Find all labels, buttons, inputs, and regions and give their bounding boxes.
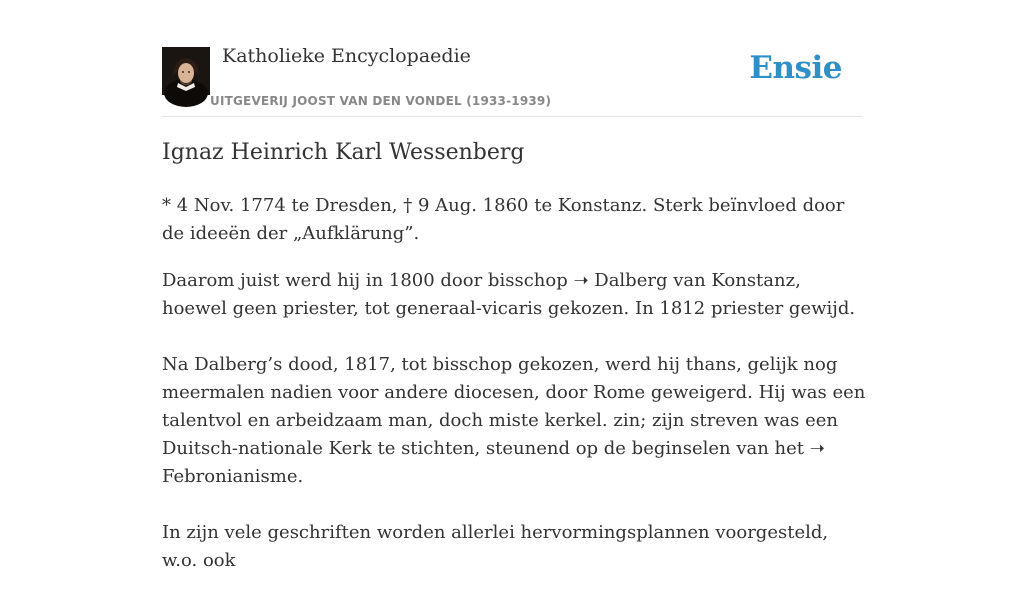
paragraph-bishop <box>162 351 867 491</box>
paragraph-text: . <box>297 466 304 487</box>
portrait-icon <box>162 47 210 95</box>
cross-reference-link-dalberg[interactable]: ➝ Dalberg <box>573 270 668 291</box>
paragraph-text: Na Dalberg’s dood, 1817, tot bisschop gekozen, werd hij thans, gelijk nog meermalen nadien voor andere diocesen, door Rome geweigerd. Hij was een talentvol en arbeidzaam man, doch miste kerkel. zin; zijn streven was een Duitsch-nationale Kerk te stichten, steunend op de beginselen van het <box>162 354 866 459</box>
article-title: Ignaz Heinrich Karl Wessenberg <box>162 140 525 165</box>
article-body <box>162 192 867 594</box>
paragraph-birth: * 4 Nov. 1774 te Dresden, † 9 Aug. 1860 te Konstanz. Sterk beïnvloed door de ideeën der „Aufklärung”. <box>162 195 845 244</box>
paragraph-text: van Konstanz, hoewel geen priester, tot generaal-vicaris gekozen. In 1812 priester gewijd. <box>162 270 856 319</box>
ensie-logo-link[interactable]: Ensie <box>749 50 842 86</box>
paragraph-text: Daarom juist werd hij in 1800 door bisschop <box>162 270 574 291</box>
publication-title-link[interactable]: Katholieke Encyclopaedie <box>222 45 471 67</box>
paragraph-writings: In zijn vele geschriften worden allerlei hervormingsplannen voorgesteld, w.o. ook <box>162 522 829 571</box>
portrait-avatar[interactable] <box>162 47 210 95</box>
site-header <box>162 0 862 117</box>
content-column <box>162 0 866 571</box>
publisher-label: UITGEVERIJ JOOST VAN DEN VONDEL (1933-1939) <box>210 94 552 108</box>
paragraph-vicar <box>162 267 867 323</box>
cross-reference-link-febronianisme[interactable]: ➝ Febronianisme <box>162 438 825 487</box>
